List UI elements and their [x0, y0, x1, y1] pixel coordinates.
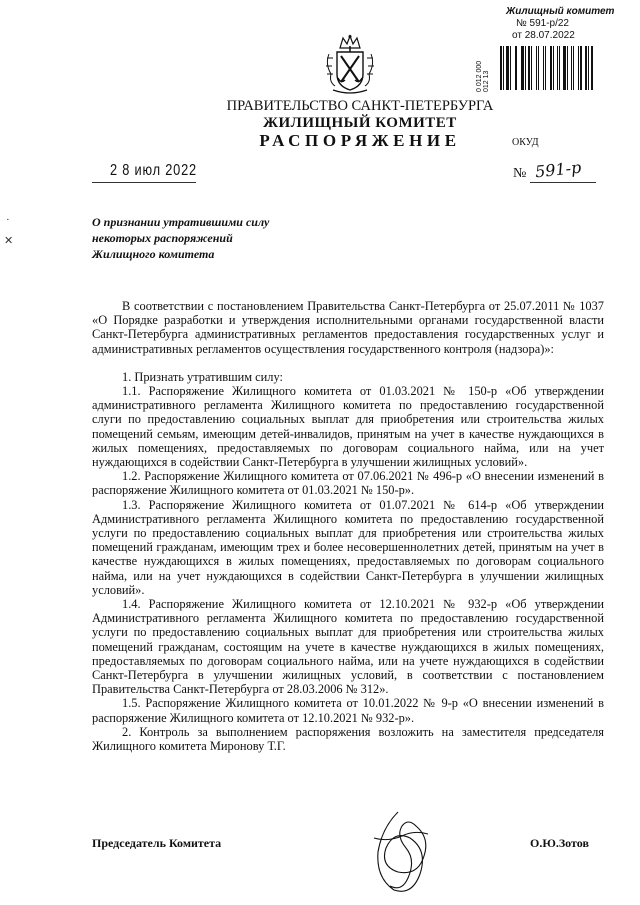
clause-1-1: 1.1. Распоряжение Жилищного комитета от 01.03.2021 № 150-р «Об утверждении административного регламента Жилищного комитета по предоставлению государственной слуги по предоставлению социальных выплат для приобретения или строительства жилых помещений семьям, имеющим детей-инвалидов, принятым на учет в качестве нуждающихся в жилых помещениях, предоставляемых по договорам социального найма, или на учет нуждающихся в содействии Санкт-Петербурга в улучшении жилищных условий». [92, 384, 604, 470]
number-underline [530, 182, 596, 183]
barcode-bar [563, 46, 566, 90]
clause-1-4: 1.4. Распоряжение Жилищного комитета от 12.10.2021 № 932-р «Об утверждении Административного регламента Жилищного комитета по предоставлению государственной услуги по предоставлению социальных выплат для приобретения или строительства жилых помещений гражданам, состоящим на учете в качестве нуждающихся в жилых помещениях, предоставляемых по договорам социального найма, или на учете нуждающихся в содействии Санкт-Петербурга в улучшении жилищных условий, в соответствии с постановлением Правительства Санкт-Петербурга от 28.03.2006 № 312». [92, 597, 604, 697]
signatory-position: Председатель Комитета [92, 836, 222, 850]
barcode-bar [538, 46, 539, 90]
barcode-bar [585, 46, 587, 90]
barcode-bar [557, 46, 559, 90]
barcode-bar [531, 46, 532, 90]
stamp-committee: Жилищный комитет [506, 6, 615, 17]
barcode-bar [500, 46, 502, 90]
title-line: Жилищного комитета [92, 247, 215, 261]
barcode [500, 46, 594, 90]
barcode-bar [573, 46, 574, 90]
barcode-bar [512, 46, 514, 90]
barcode-bar [559, 46, 560, 90]
okud-label: ОКУД [512, 137, 539, 148]
barcode-bar [580, 46, 583, 90]
margin-mark: ✕ [4, 235, 14, 247]
preamble-paragraph: В соответствии с постановлением Правительства Санкт-Петербурга от 25.07.2011 № 1037 «О Порядке разработки и утверждения исполнительными органами государственной власти Санкт-Петербурга административных регламентов предоставления государственных услуг и административных регламентов осуществления государственного контроля (надзора)»: [92, 299, 604, 356]
barcode-bar [571, 46, 572, 90]
barcode-bar [575, 46, 577, 90]
document-date: 2 8 июл 2022 [110, 162, 197, 179]
barcode-bar [516, 46, 517, 90]
barcode-bar [578, 46, 579, 90]
clause-2: 2. Контроль за выполнением распоряжения возложить на заместителя председателя Жилищного комитета Миронову Т.Г. [92, 724, 604, 754]
barcode-bar [515, 46, 516, 90]
title-line: некоторых распоряжений [92, 231, 233, 245]
document-title [92, 214, 352, 262]
barcode-bar [555, 46, 556, 90]
barcode-number: 0 012 000 012 13 [476, 60, 490, 92]
clause-1-5: 1.5. Распоряжение Жилищного комитета от 10.01.2022 № 9-р «О внесении изменений в распоряжение Жилищного комитета от 12.10.2021 № 932-р». [92, 696, 604, 725]
date-underline [92, 182, 196, 183]
registration-stamp [506, 6, 614, 42]
barcode-bar [525, 46, 526, 90]
barcode-bar [536, 46, 537, 90]
barcode-bar [510, 46, 511, 90]
handwritten-signature [368, 808, 436, 896]
barcode-bar [503, 46, 504, 90]
document-type-heading: РАСПОРЯЖЕНИЕ [259, 131, 461, 150]
barcode-bar [545, 46, 546, 90]
barcode-bar [528, 46, 530, 90]
barcode-bar [533, 46, 536, 90]
coat-of-arms-emblem [323, 34, 377, 96]
barcode-bar [590, 46, 591, 90]
barcode-bar [540, 46, 542, 90]
barcode-bar [547, 46, 550, 90]
committee-heading: ЖИЛИЩНЫЙ КОМИТЕТ [263, 115, 457, 131]
barcode-bar [526, 46, 527, 90]
barcode-bar [550, 46, 552, 90]
barcode-bar [506, 46, 509, 90]
barcode-bar [505, 46, 506, 90]
barcode-bar [561, 46, 562, 90]
clause-1-2: 1.2. Распоряжение Жилищного комитета от 07.06.2021 № 496-р «О внесении изменений в распоряжение Жилищного комитета от 01.03.2021 № 150-р». [92, 469, 604, 498]
stamp-number: № 591-р/22 [516, 18, 569, 29]
barcode-bar [569, 46, 571, 90]
document-body [92, 299, 604, 753]
barcode-bar [567, 46, 568, 90]
handwritten-number: 591-р [534, 157, 583, 182]
barcode-bar [553, 46, 554, 90]
barcode-bar [518, 46, 520, 90]
barcode-bar [583, 46, 584, 90]
barcode-bar [588, 46, 589, 90]
barcode-bar [591, 46, 593, 90]
clause-1: 1. Признать утратившим силу: [122, 369, 283, 384]
title-line: О признании утратившими силу [92, 215, 270, 229]
number-label: № [513, 166, 527, 181]
clause-1-3: 1.3. Распоряжение Жилищного комитета от 01.07.2021 № 614-р «Об утверждении Административного регламента Жилищного комитета по предоставлению государственной услуги по предоставлению социальных выплат для приобретения или строительства жилых помещений гражданам, имеющим трех и более несовершеннолетних детей, принятым на учет в качестве нуждающихся в жилых помещениях, предоставляемых по договорам социального найма, или на учет нуждающихся в содействии Санкт-Петербурга в улучшении жилищных условий». [92, 497, 604, 597]
barcode-bar [543, 46, 544, 90]
barcode-bar [521, 46, 524, 90]
margin-mark: · [6, 214, 10, 226]
stamp-date: от 28.07.2022 [512, 30, 575, 41]
signatory-name: О.Ю.Зотов [530, 836, 589, 850]
government-heading: ПРАВИТЕЛЬСТВО САНКТ-ПЕТЕРБУРГА [226, 98, 494, 114]
